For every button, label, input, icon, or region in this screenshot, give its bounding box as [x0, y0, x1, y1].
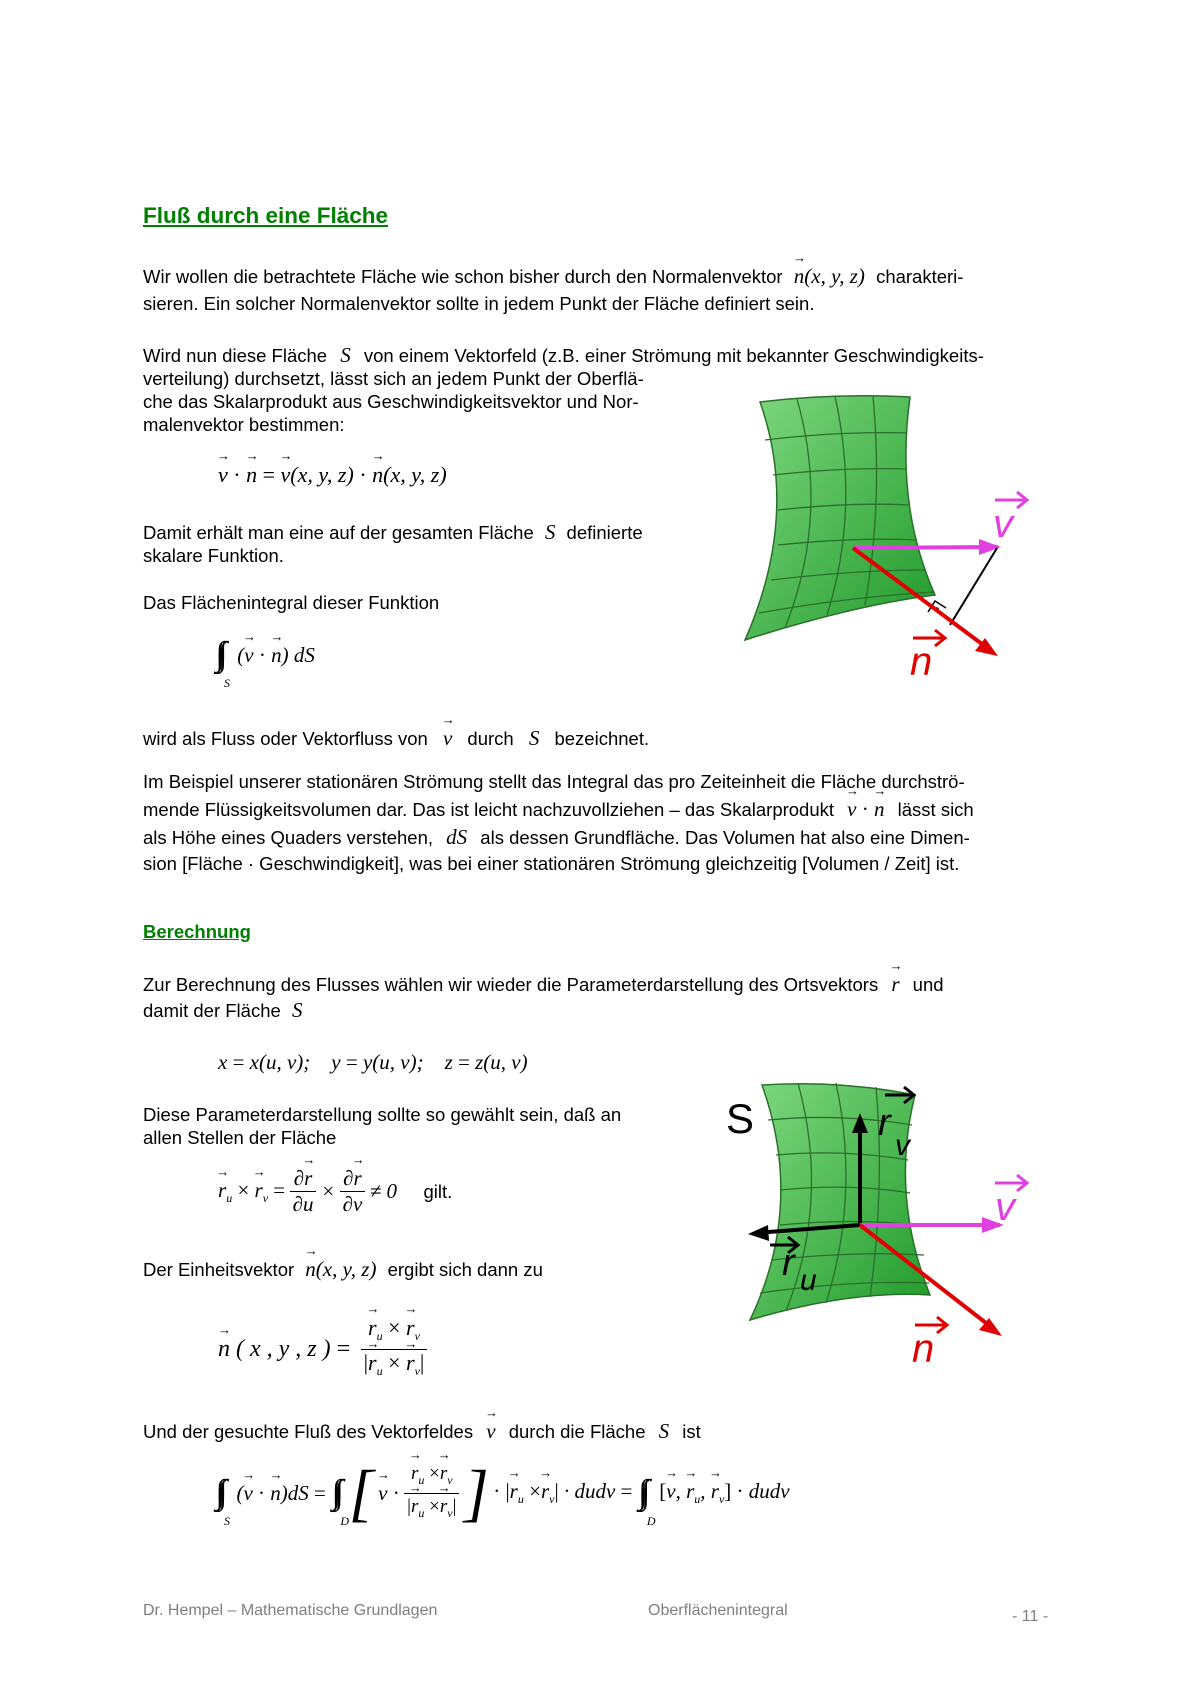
- label-rv-sub: v: [895, 1129, 910, 1162]
- symbol-r: → r: [891, 972, 899, 996]
- text: Zur Berechnung des Flusses wählen wir wieder die Parameterdarstellung des Ortsvektors: [143, 974, 879, 995]
- symbol-S: S: [658, 1419, 670, 1443]
- label-rv: r: [878, 1102, 891, 1144]
- text: gilt.: [423, 1181, 453, 1202]
- symbol-dS: dS: [446, 825, 468, 849]
- page-title: Fluß durch eine Fläche: [143, 203, 389, 228]
- symbol-S: S: [340, 343, 351, 367]
- formula-n-xyz: → n(x, y, z): [794, 264, 865, 288]
- text: von einem Vektorfeld (z.B. einer Strömung mit bekannter Geschwindigkeits-: [363, 345, 984, 366]
- text: lässt sich: [897, 799, 974, 820]
- text: malenvektor bestimmen:: [143, 414, 345, 435]
- surface-patch: [745, 396, 935, 640]
- text: allen Stellen der Fläche: [143, 1127, 337, 1148]
- text: che das Skalarprodukt aus Geschwindigkeitsvektor und Nor-: [143, 391, 639, 412]
- paragraph-flux-definition: [143, 726, 649, 751]
- symbol-v: → v: [486, 1419, 495, 1443]
- text: als Höhe eines Quaders verstehen,: [143, 827, 434, 848]
- text: sieren. Ein solcher Normalenvektor sollte in jedem Punkt der Fläche definiert sein.: [143, 293, 815, 314]
- text: Wird nun diese Fläche: [143, 345, 328, 366]
- text: Und der gesuchte Fluß des Vektorfeldes: [143, 1421, 474, 1442]
- text: skalare Funktion.: [143, 545, 284, 566]
- symbol-S: S: [291, 998, 303, 1022]
- label-S: S: [726, 1095, 755, 1142]
- text: Diese Parameterdarstellung sollte so gewählt sein, daß an: [143, 1104, 622, 1125]
- text: definierte: [566, 522, 643, 543]
- figure-surface-flux: [735, 385, 1040, 685]
- label-ru-sub: u: [800, 1264, 817, 1297]
- vector-v-arrow: [853, 547, 998, 548]
- paragraph-vector-field: [143, 343, 984, 368]
- formula-unit-normal: → n ( x , y , z ) = → $\frac{r_u \times \to r_v}{|\to r_u \times \to r_v|}$: [218, 1315, 427, 1384]
- label-v: v: [995, 1185, 1015, 1229]
- text: ist: [682, 1421, 701, 1442]
- section-title: Berechnung: [143, 921, 251, 942]
- text: ergibt sich dann zu: [387, 1259, 543, 1280]
- text: Damit erhält man eine auf der gesamten Fläche: [143, 522, 534, 543]
- paragraph-parametrization: [143, 972, 944, 997]
- label-ru: r: [782, 1242, 795, 1284]
- page-number: - 11 -: [1012, 1608, 1049, 1625]
- symbol-S: S: [544, 520, 556, 544]
- text: durch die Fläche: [508, 1421, 646, 1442]
- formula-v-dot-n: → v · → n: [847, 797, 884, 821]
- paragraph-line: [143, 825, 970, 850]
- text: verteilung) durchsetzt, lässt sich an jedem Punkt der Oberflä-: [143, 368, 644, 389]
- formula-dot-product: → v · → n = → v(x, y, z) · → n(x, y, z): [218, 462, 447, 488]
- paragraph-scalar-function: [143, 520, 643, 545]
- figure-surface-parametrization: [720, 1075, 1040, 1375]
- arrowhead: [748, 1225, 769, 1241]
- paragraph-normal-vector: [143, 264, 963, 289]
- text: Das Flächenintegral dieser Funktion: [143, 592, 440, 613]
- text: bezeichnet.: [554, 728, 650, 749]
- projection-line: [950, 548, 997, 625]
- paragraph-line: [143, 797, 974, 822]
- text: mende Flüssigkeitsvolumen dar. Das ist leicht nachzuvollziehen – das Skalarprodukt: [143, 799, 835, 820]
- formula-n-xyz: → n(x, y, z): [305, 1257, 376, 1281]
- surface-patch: [750, 1083, 930, 1320]
- symbol-v: → v: [443, 726, 452, 750]
- footer-chapter: Oberflächenintegral: [648, 1602, 788, 1619]
- text: Wir wollen die betrachtete Fläche wie schon bisher durch den Normalenvektor: [143, 266, 783, 287]
- paragraph-line: [143, 998, 302, 1023]
- formula-cross-product-condition: → $r_u$ × → $r_v$ = $\frac{\partial\to r}{\partial u}$ × $\frac{\partial\to r}{\partial v}$ ≠ 0 gilt.: [218, 1166, 452, 1217]
- text: Der Einheitsvektor: [143, 1259, 295, 1280]
- symbol-S: S: [528, 726, 540, 750]
- formula-parametrization: x = x(u, v); y = y(u, v); z = z(u, v): [218, 1050, 528, 1074]
- text: durch: [467, 728, 514, 749]
- label-v: v: [993, 502, 1013, 546]
- paragraph-unit-vector: [143, 1257, 543, 1282]
- text: und: [912, 974, 944, 995]
- footer-author: Dr. Hempel – Mathematische Grundlagen: [143, 1602, 438, 1619]
- text: damit der Fläche: [143, 1000, 281, 1021]
- label-n: n: [910, 640, 933, 684]
- text: als dessen Grundfläche. Das Volumen hat also eine Dimen-: [480, 827, 970, 848]
- text: sion [Fläche · Geschwindigkeit], was bei einer stationären Strömung gleichzeitig [Volumen / Zeit] ist.: [143, 853, 960, 874]
- label-n: n: [912, 1327, 935, 1371]
- formula-flux-integral: S (→ v · → n) dS: [218, 636, 315, 674]
- formula-flux-computation: S (→ v · → n)dS = D [ → v · → $\frac{r_u \times\to r_v}{|\to r_u \times\to r_v|}$ ] · |→ $r_u \times\to r_v|$ · dudv = D [→ v, → $r_u$, → $r_v$] · dudv: [218, 1456, 790, 1530]
- paragraph-flux-result: [143, 1419, 701, 1444]
- text: Im Beispiel unserer stationären Strömung stellt das Integral das pro Zeiteinheit die Fläche durchströ-: [143, 771, 965, 792]
- text: wird als Fluss oder Vektorfluss von: [143, 728, 428, 749]
- text: charakteri-: [876, 266, 964, 287]
